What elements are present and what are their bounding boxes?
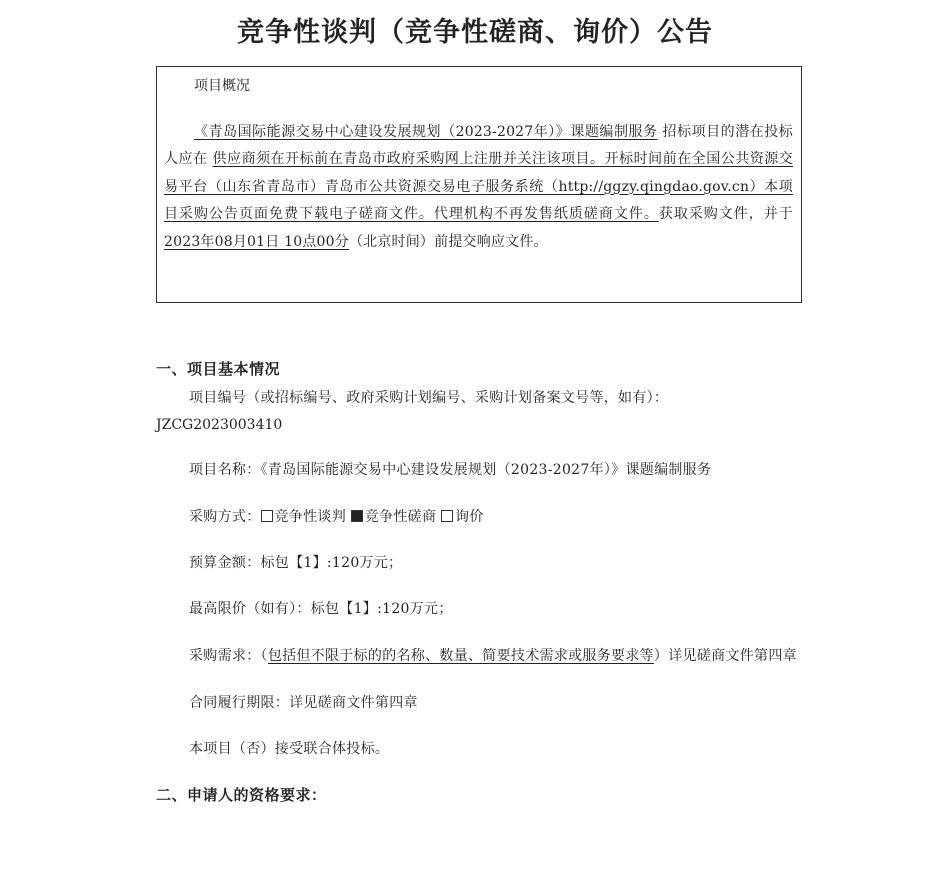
project-number-label: 项目编号（或招标编号、政府采购计划编号、采购计划备案文号等，如有）： bbox=[189, 390, 669, 406]
method-option-negotiation: 竞争性谈判 bbox=[274, 509, 346, 525]
demand-label: 采购需求：（ bbox=[189, 648, 268, 664]
overview-text-1: 招标项目的潜在投标人应在 bbox=[164, 123, 794, 167]
checkbox-empty-icon bbox=[261, 510, 273, 522]
section-basic-info bbox=[156, 356, 802, 809]
contract-period: 合同履行期限：详见磋商文件第四章 bbox=[189, 695, 418, 711]
page-title: 竞争性谈判（竞争性磋商、询价）公告 bbox=[237, 17, 713, 48]
budget-amount: 预算金额：标包【1】:120万元； bbox=[189, 555, 403, 571]
max-price: 最高限价（如有）：标包【1】:120万元； bbox=[189, 601, 453, 617]
section2-heading: 二、申请人的资格要求： bbox=[156, 786, 327, 804]
overview-box bbox=[156, 66, 802, 303]
overview-text-2: 获取采购文件，并于 bbox=[658, 206, 793, 222]
checkbox-empty-icon bbox=[441, 510, 453, 522]
overview-deadline: 2023年08月01日 10点00分 bbox=[164, 233, 349, 250]
overview-body bbox=[164, 119, 793, 257]
procurement-method-label: 采购方式： bbox=[189, 509, 261, 525]
overview-registration-note: 供应商须在开标前在青岛市政府采购网上注册并关注该项目。开标时间前在全国公共资源交易平台（山东省青岛市）青岛市公共资源交易电子服务系统（http://ggzy.qingdao.gov.cn）本项目采购公告页面免费下载电子磋商文件。代理机构不再发售纸质磋商文件。 bbox=[164, 151, 793, 222]
method-option-inquiry: 询价 bbox=[455, 509, 484, 525]
overview-heading: 项目概况 bbox=[194, 78, 250, 94]
overview-text-3: （北京时间）前提交响应文件。 bbox=[348, 233, 548, 250]
procurement-demand bbox=[156, 643, 802, 670]
consortium-note: 本项目（否）接受联合体投标。 bbox=[189, 741, 390, 757]
section1-heading: 一、项目基本情况 bbox=[156, 360, 281, 378]
project-name: 项目名称：《青岛国际能源交易中心建设发展规划（2023-2027年）》课题编制服务 bbox=[189, 462, 712, 478]
project-number-value: JZCG2023003410 bbox=[156, 417, 283, 433]
overview-project-name: 《青岛国际能源交易中心建设发展规划（2023-2027年）》课题编制服务 bbox=[194, 123, 658, 140]
procurement-method bbox=[156, 504, 802, 531]
demand-tail: ）详见磋商文件第四章 bbox=[653, 648, 797, 664]
demand-detail: 包括但不限于标的的名称、数量、简要技术需求或服务要求等 bbox=[267, 648, 654, 664]
checkbox-filled-icon bbox=[351, 510, 363, 522]
method-option-consultation: 竞争性磋商 bbox=[364, 509, 437, 525]
